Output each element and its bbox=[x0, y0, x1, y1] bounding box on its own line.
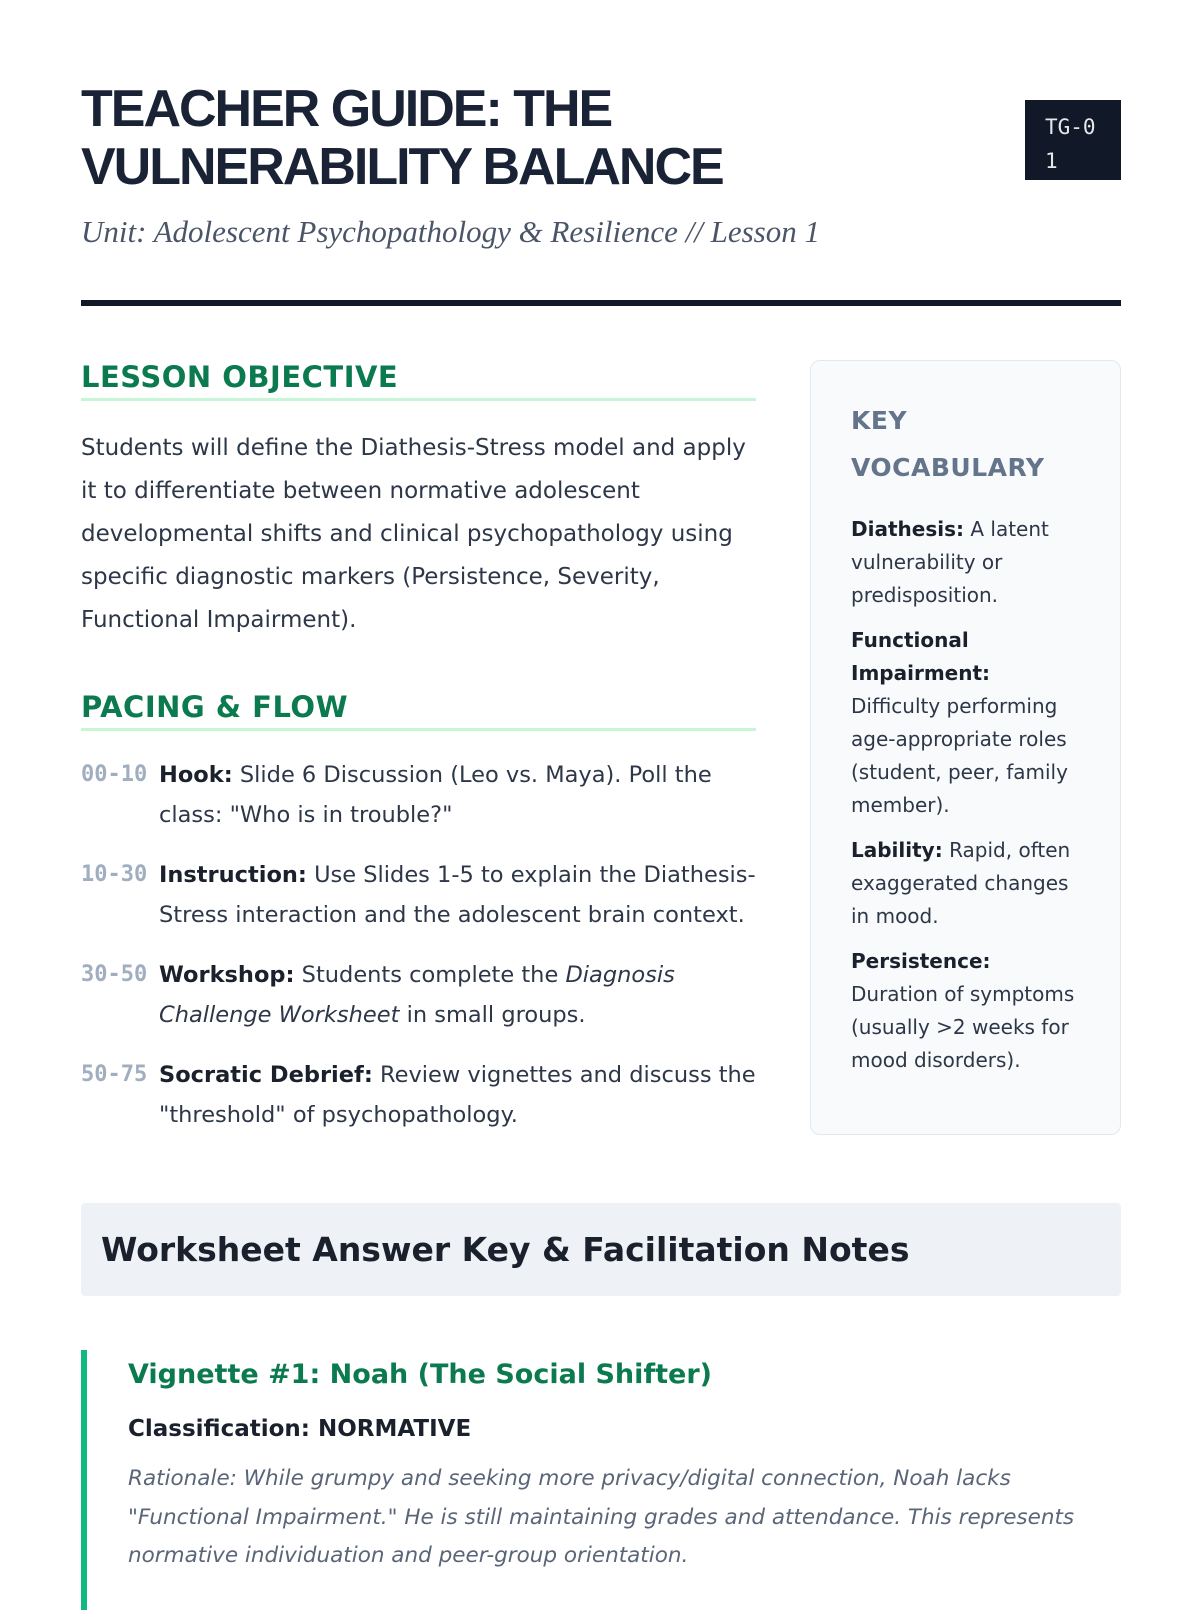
guide-header bbox=[81, 80, 1121, 310]
guide-code-badge: TG-01 bbox=[1025, 100, 1121, 180]
pacing-item bbox=[81, 855, 756, 935]
answer-key-heading: Worksheet Answer Key & Facilitation Notes bbox=[101, 1230, 910, 1269]
pacing-item bbox=[81, 755, 756, 835]
vocabulary-definition: A latent vulnerability or predisposition. bbox=[851, 517, 1049, 607]
vocabulary-definition: Duration of symptoms (usually >2 weeks for mood disorders). bbox=[851, 982, 1075, 1072]
header-divider bbox=[81, 300, 1121, 306]
pacing-item bbox=[81, 955, 756, 1035]
vocabulary-definition: Difficulty performing age-appropriate roles (student, peer, family member). bbox=[851, 694, 1068, 817]
pacing-label: Hook: bbox=[159, 762, 233, 788]
vignette-classification: Classification: NORMATIVE bbox=[128, 1416, 472, 1442]
vocabulary-item bbox=[851, 834, 1080, 933]
pacing-detail: Review vignettes and discuss the "threshold" of psychopathology. bbox=[159, 1062, 756, 1128]
pacing-label: Socratic Debrief: bbox=[159, 1062, 373, 1088]
objective-heading: LESSON OBJECTIVE bbox=[81, 360, 756, 401]
vocabulary-term: Diathesis: bbox=[851, 517, 964, 541]
unit-subtitle: Unit: Adolescent Psychopathology & Resilience // Lesson 1 bbox=[81, 214, 820, 249]
pacing-detail: Use Slides 1-5 to explain the Diathesis-Stress interaction and the adolescent brain context. bbox=[159, 862, 756, 928]
pacing-time: 50-75 bbox=[81, 1062, 148, 1087]
vignette-rationale: Rationale: While grumpy and seeking more privacy/digital connection, Noah lacks "Functional Impairment." He is still maintaining grades and attendance. This represents normative individuation and peer-group orientation. bbox=[128, 1466, 1075, 1568]
vocabulary-item bbox=[851, 945, 1080, 1077]
pacing-time: 10-30 bbox=[81, 862, 148, 887]
pacing-detail: Slide 6 Discussion (Leo vs. Maya). Poll the class: "Who is in trouble?" bbox=[159, 762, 712, 828]
pacing-description bbox=[159, 755, 756, 835]
pacing-time: 30-50 bbox=[81, 962, 148, 987]
vocabulary-definition: Rapid, often exaggerated changes in mood. bbox=[851, 838, 1071, 928]
vignette-card bbox=[81, 1350, 1121, 1610]
answer-key-banner bbox=[81, 1203, 1121, 1296]
pacing-detail: Students complete the bbox=[294, 962, 566, 988]
pacing-description bbox=[159, 1055, 756, 1135]
pacing-description bbox=[159, 955, 756, 1035]
worksheet-title: Diagnosis Challenge Worksheet bbox=[159, 962, 675, 1028]
vocabulary-item bbox=[851, 624, 1080, 822]
vocabulary-term: Lability: bbox=[851, 838, 943, 862]
vocabulary-heading: KEY VOCABULARY bbox=[851, 406, 1045, 482]
pacing-detail: in small groups. bbox=[399, 1002, 586, 1028]
pacing-label: Workshop: bbox=[159, 962, 295, 988]
pacing-heading: PACING & FLOW bbox=[81, 690, 756, 731]
pacing-time: 00-10 bbox=[81, 762, 148, 787]
page-title: TEACHER GUIDE: THE VULNERABILITY BALANCE bbox=[81, 80, 723, 196]
vocabulary-list bbox=[851, 513, 1080, 1077]
vocabulary-sidebar bbox=[810, 360, 1121, 1135]
vocabulary-term: Functional Impairment: bbox=[851, 628, 991, 685]
pacing-list bbox=[81, 755, 756, 1135]
objective-text: Students will define the Diathesis-Stress model and apply it to differentiate between normative adolescent developmental shifts and clinical psychopathology using specific diagnostic markers (Persistence, Severity, Functional Impairment). bbox=[81, 435, 746, 633]
vocabulary-term: Persistence: bbox=[851, 949, 991, 973]
vignette-title: Vignette #1: Noah (The Social Shifter) bbox=[128, 1359, 713, 1390]
pacing-description bbox=[159, 855, 756, 935]
pacing-label: Instruction: bbox=[159, 862, 307, 888]
vocabulary-item bbox=[851, 513, 1080, 612]
main-column bbox=[81, 360, 756, 1155]
pacing-item bbox=[81, 1055, 756, 1135]
